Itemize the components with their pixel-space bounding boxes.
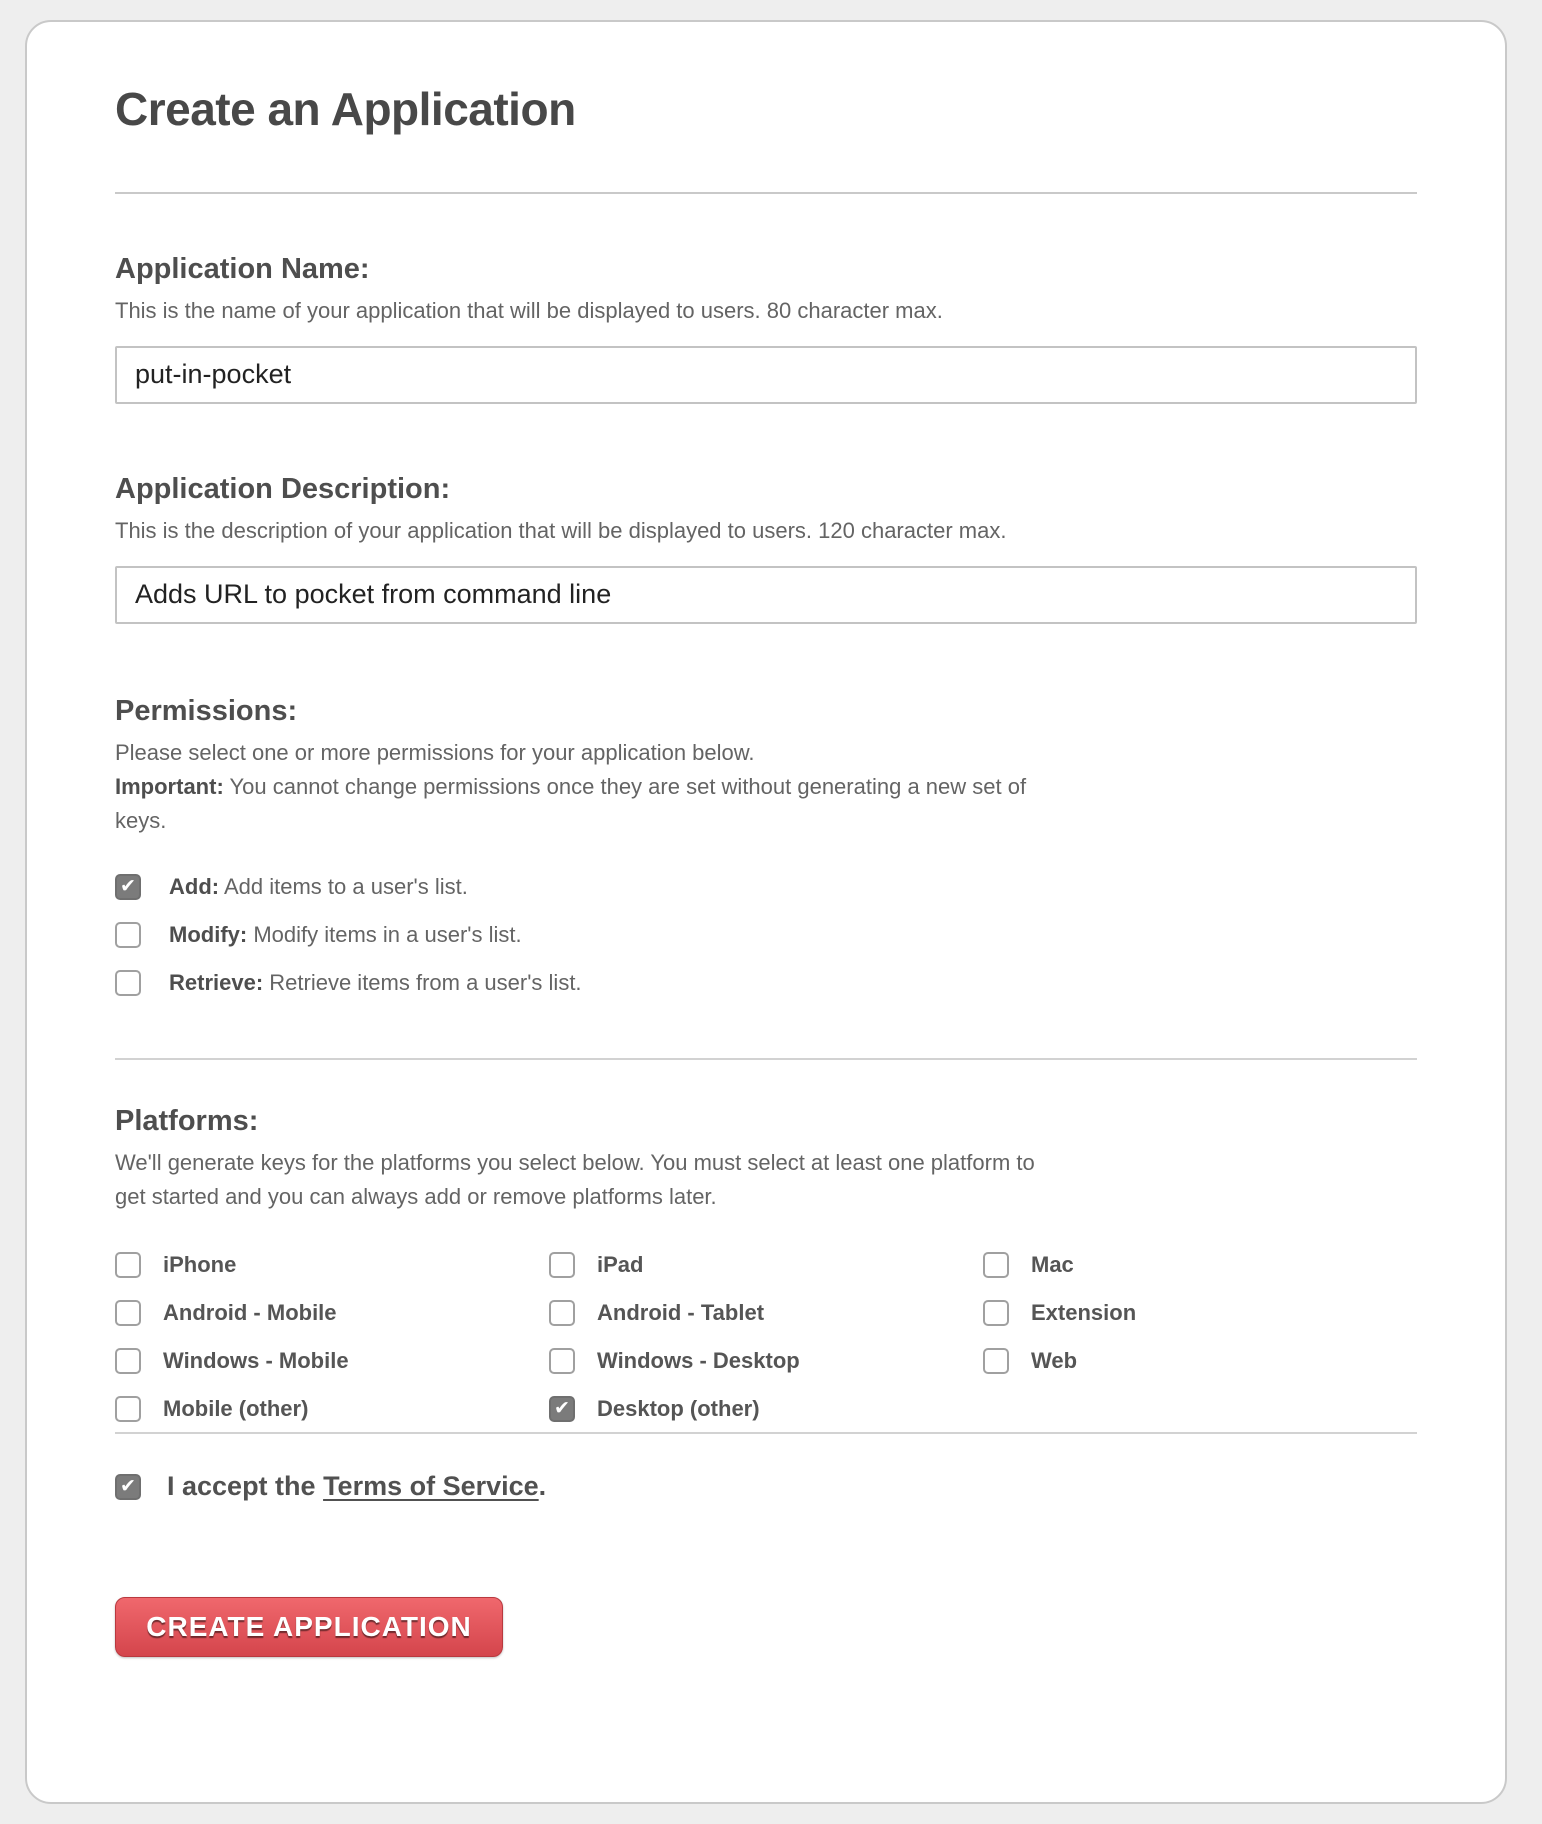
checkbox-mac[interactable] bbox=[983, 1252, 1009, 1278]
permissions-divider bbox=[115, 1058, 1417, 1060]
platform-windows-desktop-label: Windows - Desktop bbox=[597, 1347, 800, 1373]
application-name-section bbox=[115, 252, 1417, 404]
platforms-grid bbox=[115, 1252, 1417, 1422]
platform-option-windows-mobile bbox=[115, 1348, 549, 1374]
terms-text bbox=[167, 1471, 546, 1502]
checkbox-windows-mobile[interactable] bbox=[115, 1348, 141, 1374]
checkbox-desktop-other[interactable] bbox=[549, 1396, 575, 1422]
permission-retrieve-label bbox=[169, 970, 582, 996]
platform-desktop-other-label: Desktop (other) bbox=[597, 1395, 760, 1421]
checkbox-retrieve[interactable] bbox=[115, 970, 141, 996]
application-name-help: This is the name of your application that will be displayed to users. 80 character max. bbox=[115, 297, 943, 323]
platform-extension-label: Extension bbox=[1031, 1299, 1137, 1325]
permissions-important-label: Important: bbox=[115, 773, 224, 799]
permissions-help bbox=[115, 736, 1060, 838]
platform-option-iphone bbox=[115, 1252, 549, 1278]
platform-option-mac bbox=[983, 1252, 1417, 1278]
terms-suffix: . bbox=[538, 1471, 547, 1502]
checkbox-add[interactable] bbox=[115, 874, 141, 900]
application-description-section bbox=[115, 472, 1417, 624]
checkbox-mobile-other[interactable] bbox=[115, 1396, 141, 1422]
application-name-heading: Application Name: bbox=[115, 252, 370, 285]
terms-of-service-link[interactable]: Terms of Service bbox=[323, 1471, 539, 1502]
platform-option-android-tablet bbox=[549, 1300, 983, 1326]
checkbox-iphone[interactable] bbox=[115, 1252, 141, 1278]
permission-modify-desc: Modify items in a user's list. bbox=[247, 921, 522, 947]
permission-add-desc: Add items to a user's list. bbox=[219, 873, 468, 899]
platform-windows-mobile-label: Windows - Mobile bbox=[163, 1347, 349, 1373]
permissions-heading: Permissions: bbox=[115, 694, 298, 727]
platform-mobile-other-label: Mobile (other) bbox=[163, 1395, 309, 1421]
terms-row bbox=[115, 1470, 1417, 1504]
title-divider bbox=[115, 192, 1417, 194]
platform-option-mobile-other bbox=[115, 1396, 549, 1422]
platform-iphone-label: iPhone bbox=[163, 1251, 237, 1277]
application-description-heading: Application Description: bbox=[115, 472, 451, 505]
page-title: Create an Application bbox=[115, 83, 576, 135]
platform-option-extension bbox=[983, 1300, 1417, 1326]
platforms-heading: Platforms: bbox=[115, 1104, 259, 1137]
checkbox-ipad[interactable] bbox=[549, 1252, 575, 1278]
permission-option-modify bbox=[115, 922, 1417, 948]
checkbox-terms[interactable] bbox=[115, 1474, 141, 1500]
platform-web-label: Web bbox=[1031, 1347, 1078, 1373]
permission-add-name: Add: bbox=[169, 873, 220, 899]
permission-option-retrieve bbox=[115, 970, 1417, 996]
checkbox-android-tablet[interactable] bbox=[549, 1300, 575, 1326]
permission-retrieve-name: Retrieve: bbox=[169, 969, 264, 995]
create-application-button[interactable]: CREATE APPLICATION bbox=[115, 1597, 503, 1657]
application-description-help: This is the description of your application that will be displayed to users. 120 character max. bbox=[115, 517, 1007, 543]
platform-mac-label: Mac bbox=[1031, 1251, 1074, 1277]
platform-android-tablet-label: Android - Tablet bbox=[597, 1299, 765, 1325]
checkbox-modify[interactable] bbox=[115, 922, 141, 948]
checkbox-web[interactable] bbox=[983, 1348, 1009, 1374]
permissions-section bbox=[115, 694, 1417, 996]
application-description-input[interactable] bbox=[115, 566, 1417, 624]
platforms-section bbox=[115, 1104, 1417, 1422]
platforms-divider bbox=[115, 1432, 1417, 1434]
permission-modify-label bbox=[169, 922, 522, 948]
platform-option-android-mobile bbox=[115, 1300, 549, 1326]
platform-android-mobile-label: Android - Mobile bbox=[163, 1299, 337, 1325]
checkbox-extension[interactable] bbox=[983, 1300, 1009, 1326]
checkbox-windows-desktop[interactable] bbox=[549, 1348, 575, 1374]
platform-option-windows-desktop bbox=[549, 1348, 983, 1374]
permissions-important-text: You cannot change permissions once they are set without generating a new set of keys. bbox=[115, 773, 1027, 833]
permission-modify-name: Modify: bbox=[169, 921, 248, 947]
permission-option-add bbox=[115, 874, 1417, 900]
platform-option-web bbox=[983, 1348, 1417, 1374]
terms-prefix: I accept the bbox=[167, 1471, 324, 1502]
platforms-help: We'll generate keys for the platforms you select below. You must select at least one platform to get started and you can always add or remove platforms later. bbox=[115, 1149, 1035, 1209]
platform-ipad-label: iPad bbox=[597, 1251, 644, 1277]
permission-add-label bbox=[169, 874, 468, 900]
permissions-help-line1: Please select one or more permissions for your application below. bbox=[115, 739, 755, 765]
checkbox-android-mobile[interactable] bbox=[115, 1300, 141, 1326]
permission-retrieve-desc: Retrieve items from a user's list. bbox=[263, 969, 582, 995]
permissions-list bbox=[115, 874, 1417, 996]
application-name-input[interactable] bbox=[115, 346, 1417, 404]
platform-option-desktop-other bbox=[549, 1396, 983, 1422]
create-application-card bbox=[25, 20, 1507, 1804]
platform-option-ipad bbox=[549, 1252, 983, 1278]
